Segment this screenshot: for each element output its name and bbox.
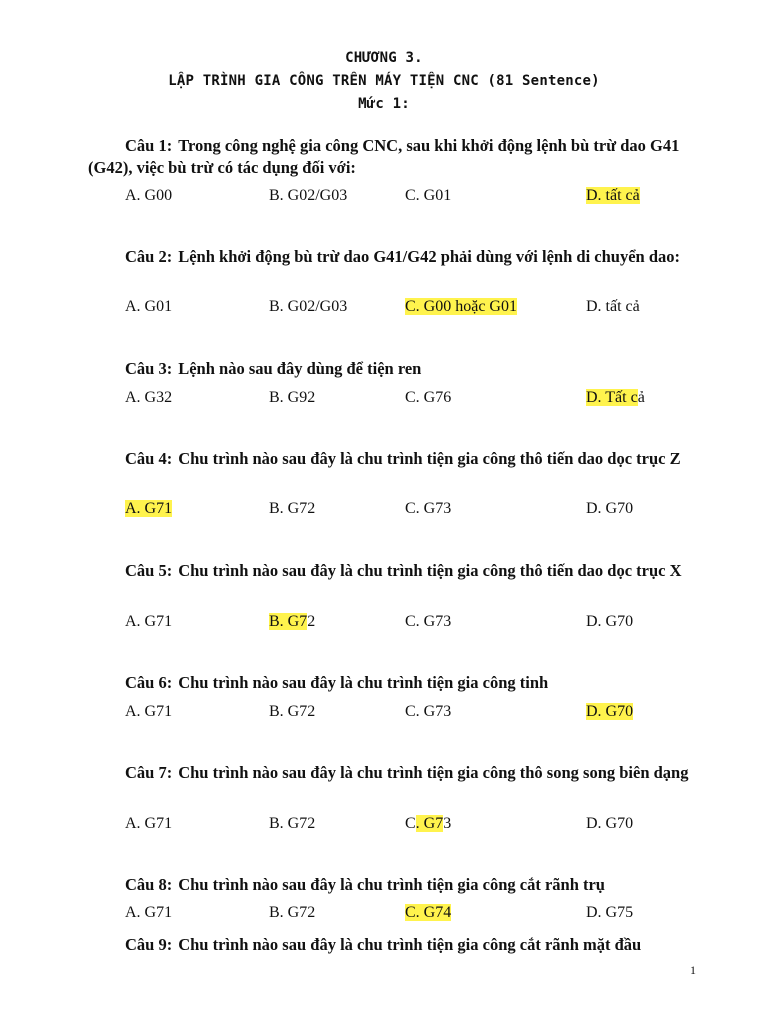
option-d: D. G70	[586, 703, 634, 720]
option-b: B. G72	[269, 613, 316, 630]
answer-options	[0, 298, 768, 320]
option-c: C. G74	[405, 904, 452, 921]
answer-options	[0, 904, 768, 926]
question-text: Trong công nghệ gia công CNC, sau khi khởi động lệnh bù trừ dao G41 (G42), việc bù trừ có tác dụng đối với:	[88, 136, 680, 177]
question-number: Câu 3:	[125, 359, 173, 378]
question-text: Chu trình nào sau đây là chu trình tiện gia công cắt rãnh mặt đầu	[178, 935, 642, 954]
question-text: Lệnh khởi động bù trừ dao G41/G42 phải dùng với lệnh di chuyển dao:	[178, 247, 681, 266]
option-d: D. Tất cả	[586, 389, 645, 406]
answer-options	[0, 703, 768, 725]
question-number: Câu 4:	[125, 449, 173, 468]
answer-options	[0, 500, 768, 522]
option-c: C. G73	[405, 703, 452, 720]
question-number: Câu 2:	[125, 247, 173, 266]
question-text: Chu trình nào sau đây là chu trình tiện gia công thô tiến dao dọc trục X	[178, 561, 682, 580]
option-c: C. G73	[405, 815, 452, 832]
option-b: B. G72	[269, 703, 316, 720]
option-a: A. G71	[125, 703, 173, 720]
question-text: Chu trình nào sau đây là chu trình tiện gia công cắt rãnh trụ	[178, 875, 605, 894]
option-b: B. G02/G03	[269, 187, 348, 204]
level-heading: Mức 1:	[358, 96, 410, 112]
question-number: Câu 1:	[125, 136, 173, 155]
option-c: C. G01	[405, 187, 452, 204]
option-c: C. G73	[405, 613, 452, 630]
question-number: Câu 9:	[125, 935, 173, 954]
answer-options	[0, 815, 768, 837]
option-d: D. G70	[586, 613, 634, 630]
option-c: C. G73	[405, 500, 452, 517]
question	[88, 560, 698, 582]
option-a: A. G71	[125, 815, 173, 832]
option-a: A. G32	[125, 389, 173, 406]
option-a: A. G00	[125, 187, 173, 204]
option-d: D. tất cả	[586, 187, 640, 204]
answer-options	[0, 187, 768, 209]
option-a: A. G01	[125, 298, 173, 315]
question	[88, 934, 698, 956]
question-text: Chu trình nào sau đây là chu trình tiện gia công thô tiến dao dọc trục Z	[178, 449, 681, 468]
question	[88, 762, 698, 784]
option-b: B. G72	[269, 904, 316, 921]
answer-options	[0, 389, 768, 411]
option-b: B. G72	[269, 815, 316, 832]
question-number: Câu 8:	[125, 875, 173, 894]
question-number: Câu 5:	[125, 561, 173, 580]
option-b: B. G02/G03	[269, 298, 348, 315]
option-b: B. G92	[269, 389, 316, 406]
question	[88, 448, 698, 470]
question-number: Câu 7:	[125, 763, 173, 782]
question-text: Chu trình nào sau đây là chu trình tiện gia công tinh	[178, 673, 549, 692]
question	[88, 358, 698, 380]
option-b: B. G72	[269, 500, 316, 517]
question-text: Lệnh nào sau đây dùng để tiện ren	[178, 359, 422, 378]
option-a: A. G71	[125, 904, 173, 921]
option-d: D. G75	[586, 904, 634, 921]
option-a: A. G71	[125, 613, 173, 630]
option-c: C. G00 hoặc G01	[405, 298, 517, 315]
option-d: D. G70	[586, 500, 634, 517]
option-d: D. tất cả	[586, 298, 640, 315]
chapter-heading: CHƯƠNG 3.	[345, 50, 423, 66]
question	[88, 135, 698, 179]
question	[88, 672, 698, 694]
option-d: D. G70	[586, 815, 634, 832]
page-number: 1	[690, 963, 696, 977]
answer-options	[0, 613, 768, 635]
question	[88, 246, 698, 268]
option-c: C. G76	[405, 389, 452, 406]
option-a: A. G71	[125, 500, 173, 517]
question-text: Chu trình nào sau đây là chu trình tiện gia công thô song song biên dạng	[178, 763, 689, 782]
question	[88, 874, 698, 896]
chapter-title: LẬP TRÌNH GIA CÔNG TRÊN MÁY TIỆN CNC (81 Sentence)	[168, 73, 600, 89]
question-number: Câu 6:	[125, 673, 173, 692]
